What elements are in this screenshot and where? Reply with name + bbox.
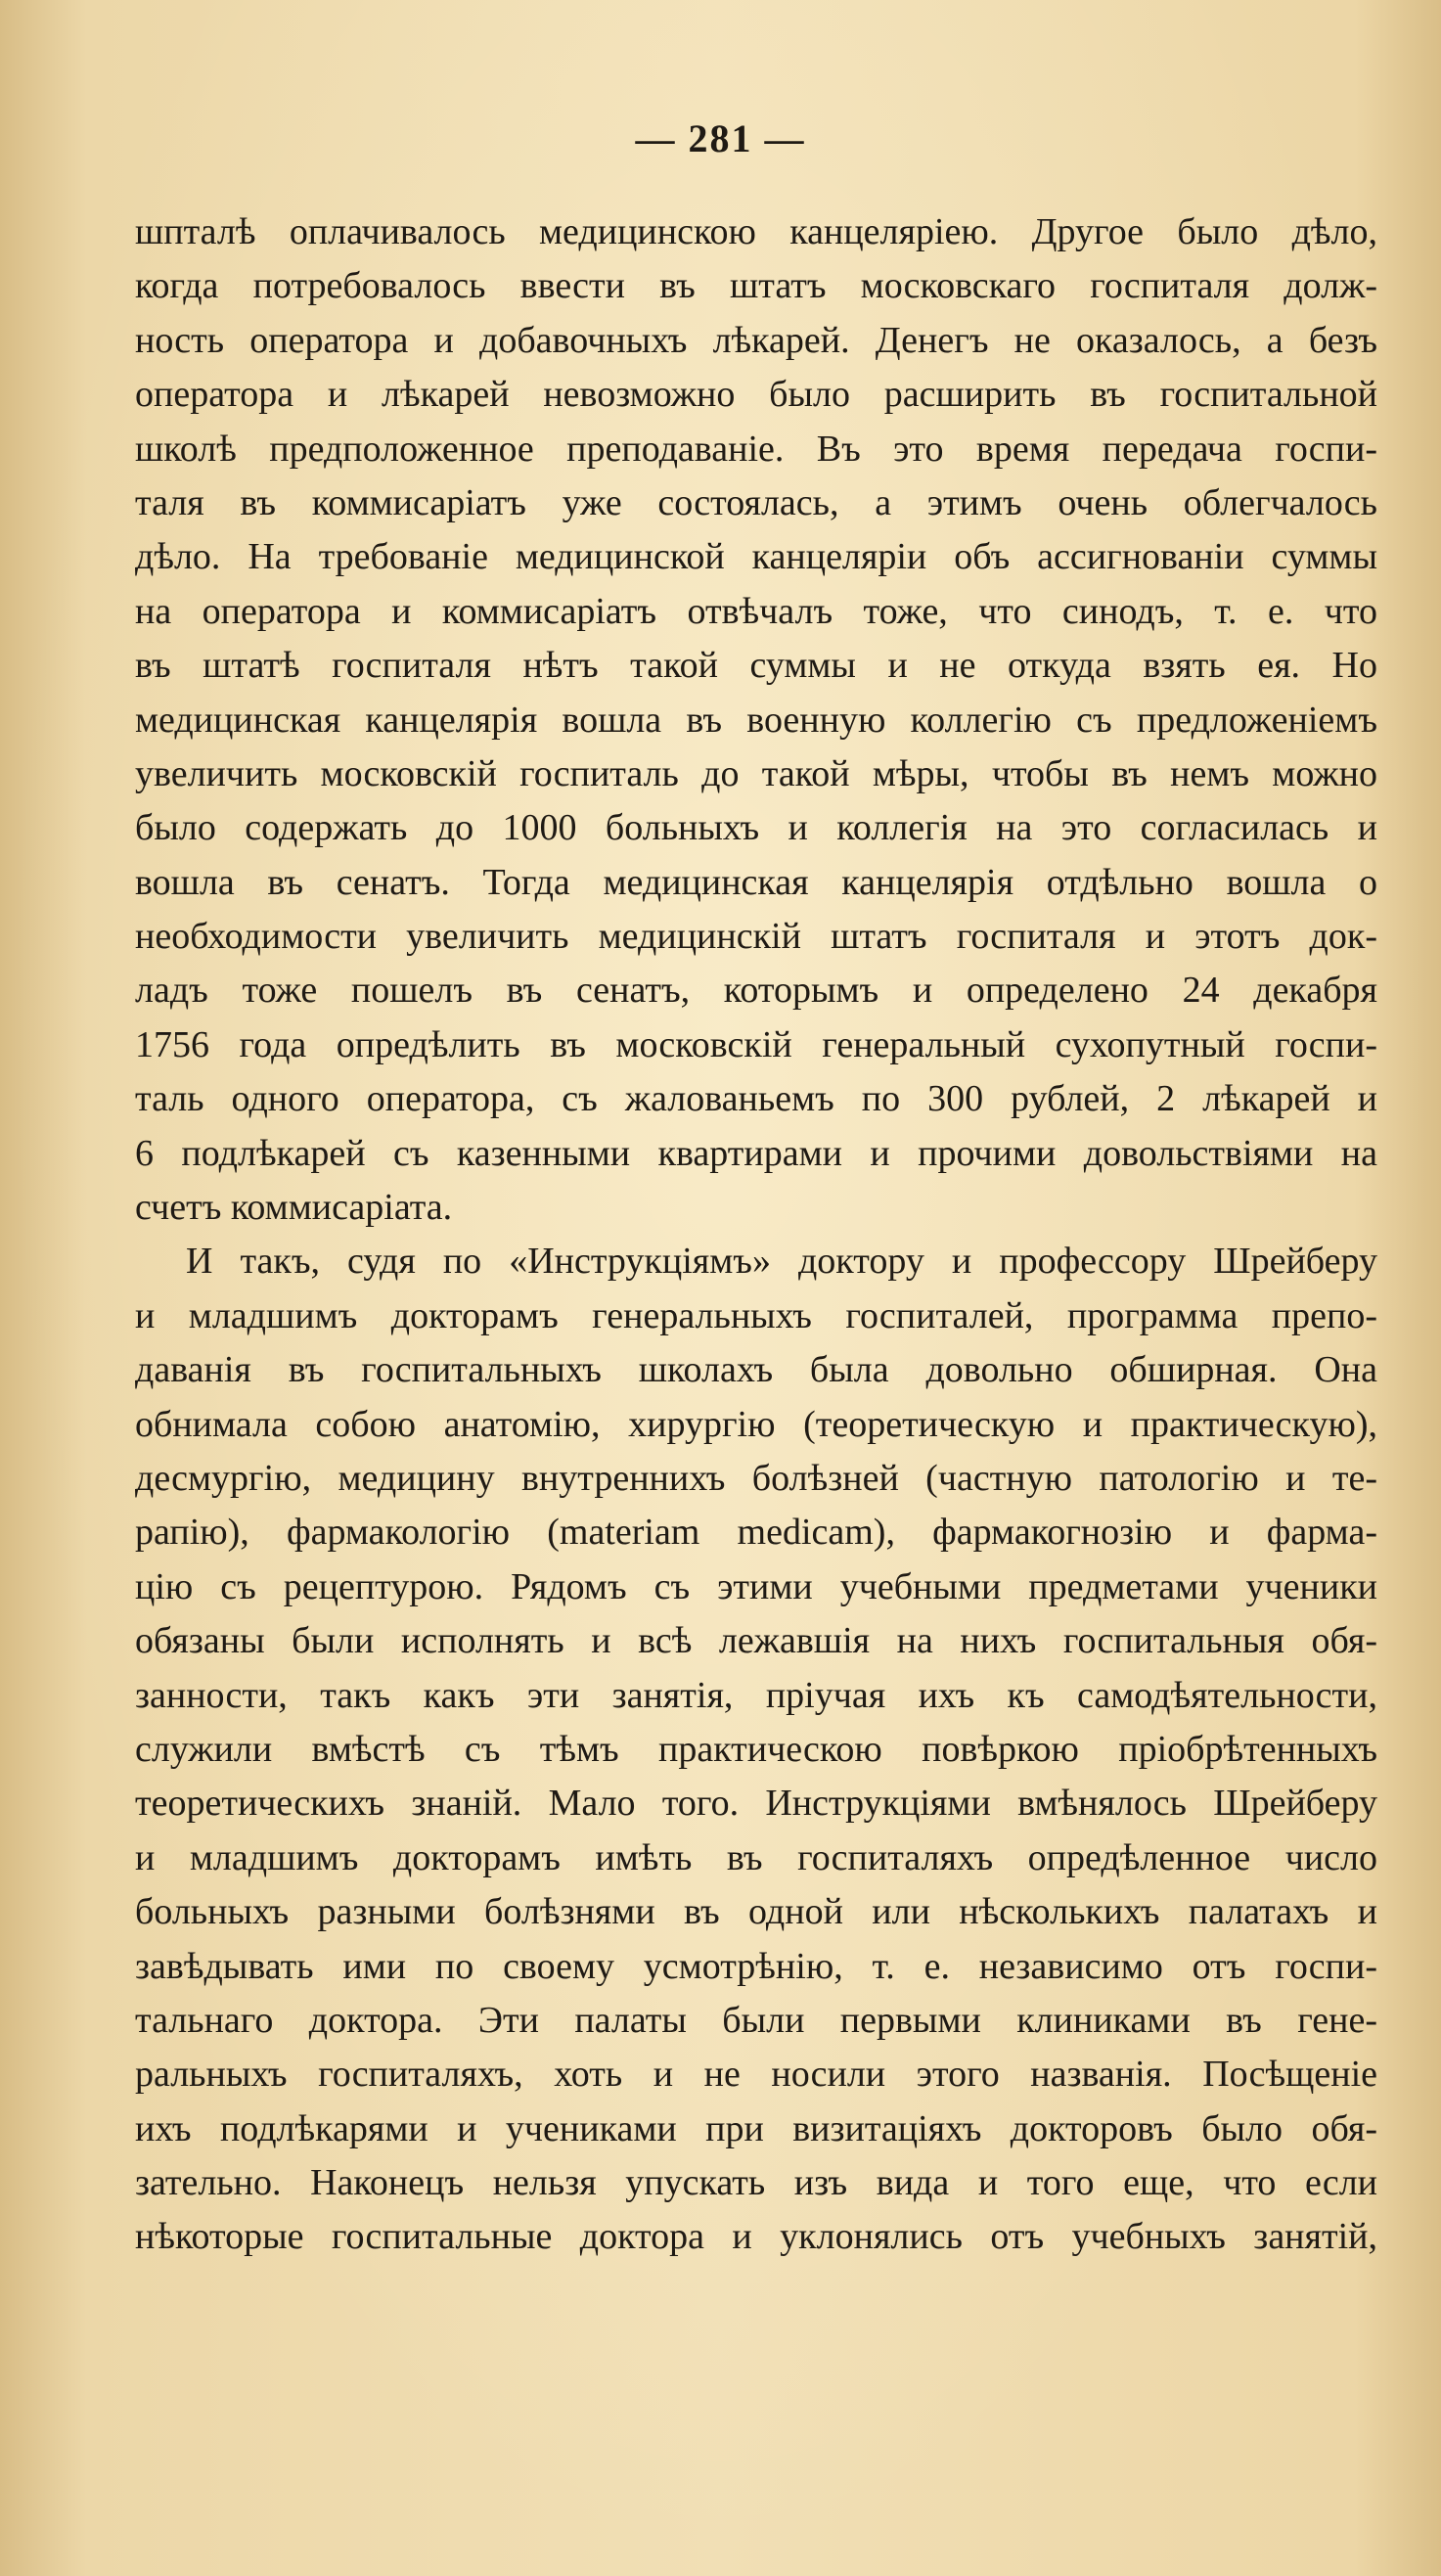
page-number: — 281 — [635, 116, 806, 160]
text-line: на оператора и коммисаріатъ отвѣчалъ тоже, что синодъ, т. е. что [135, 590, 1377, 632]
text-line: медицинская канцелярія вошла въ военную коллегію съ предложенiемъ [135, 699, 1377, 741]
text-line: служили вмѣстѣ съ тѣмъ практическою повѣркою пріобрѣтенныхъ [135, 1728, 1377, 1770]
text-line: 1756 года опредѣлить въ московскій генеральный сухопутный госпи- [135, 1023, 1377, 1065]
text-line: цію съ рецептурою. Рядомъ съ этими учебными предметами ученики [135, 1565, 1377, 1607]
text-line: И такъ, судя по «Инструкціямъ» доктору и профессору Шрейберу [186, 1241, 1377, 1283]
text-line: когда потребовалось ввести въ штатъ московскаго госпиталя долж- [135, 265, 1377, 307]
text-line: школѣ предположенное преподаванiе. Въ это время передача госпи- [135, 428, 1377, 470]
text-line: зательно. Наконецъ нельзя упускать изъ вида и того еще, что если [135, 2162, 1377, 2204]
text-line: дѣло. На требованiе медицинской канцеляріи объ ассигнованiи суммы [135, 536, 1377, 578]
text-line: 6 подлѣкарей съ казенными квартирами и прочими довольствіями на [135, 1132, 1377, 1174]
text-line: таля въ коммисаріатъ уже состоялась, а этимъ очень облегчалось [135, 481, 1377, 523]
text-line: теоретическихъ знаній. Мало того. Инструкціями вмѣнялось Шрейберу [135, 1783, 1377, 1825]
text-line: было содержать до 1000 больныхъ и коллегія на это согласилась и [135, 807, 1377, 849]
text-line: увеличить московскій госпиталь до такой мѣры, чтобы въ немъ можно [135, 752, 1377, 794]
text-line: больныхъ разными болѣзнями въ одной или нѣсколькихъ палатахъ и [135, 1891, 1377, 1933]
text-line: въ штатѣ госпиталя нѣтъ такой суммы и не откуда взять ея. Но [135, 645, 1377, 687]
text-line: завѣдывать ими по своему усмотрѣнію, т. е. независимо отъ госпи- [135, 1945, 1377, 1987]
body-text [135, 205, 1377, 2265]
text-line: ихъ подлѣкарями и учениками при визитаціяхъ докторовъ было обя- [135, 2107, 1377, 2149]
text-line: оператора и лѣкарей невозможно было расширить въ госпитальной [135, 374, 1377, 416]
text-line: обязаны были исполнять и всѣ лежавшія на нихъ госпитальныя обя- [135, 1620, 1377, 1662]
text-line: рапію), фармакологію (materiam medicam), фармакогнозію и фарма- [135, 1512, 1377, 1554]
text-line: ральныхъ госпиталяхъ, хоть и не носили этого названія. Посѣщеніе [135, 2054, 1377, 2096]
text-line: нѣкоторые госпитальные доктора и уклонялись отъ учебныхъ занятій, [135, 2216, 1377, 2258]
text-line: необходимости увеличить медицинскій штатъ госпиталя и этотъ док- [135, 916, 1377, 958]
text-line: тальнаго доктора. Эти палаты были первыми клиниками въ гене- [135, 1999, 1377, 2041]
text-line: ладъ тоже пошелъ въ сенатъ, которымъ и определено 24 декабря [135, 970, 1377, 1012]
text-line: таль одного оператора, съ жалованьемъ по 300 рублей, 2 лѣкарей и [135, 1078, 1377, 1120]
text-line: шпталѣ оплачивалось медицинскою канцеляріею. Другое было дѣло, [135, 211, 1377, 252]
text-line: занности, такъ какъ эти занятія, пріучая ихъ къ самодѣятельности, [135, 1674, 1377, 1716]
text-line: и младшимъ докторамъ имѣть въ госпиталяхъ опредѣленное число [135, 1836, 1377, 1878]
text-line: ность оператора и добавочныхъ лѣкарей. Денегъ не оказалось, а безъ [135, 319, 1377, 361]
text-line: обнимала собою анатомію, хирургію (теоретическую и практическую), [135, 1403, 1377, 1445]
text-line: даванія въ госпитальныхъ школахъ была довольно обширная. Она [135, 1349, 1377, 1391]
text-line: и младшимъ докторамъ генеральныхъ госпиталей, программа препо- [135, 1294, 1377, 1336]
text-line: десмургію, медицину внутреннихъ болѣзней (частную патологію и те- [135, 1457, 1377, 1499]
text-line: вошла въ сенатъ. Тогда медицинская канцелярія отдѣльно вошла о [135, 861, 1377, 903]
text-line: счетъ коммисаріата. [135, 1187, 453, 1229]
